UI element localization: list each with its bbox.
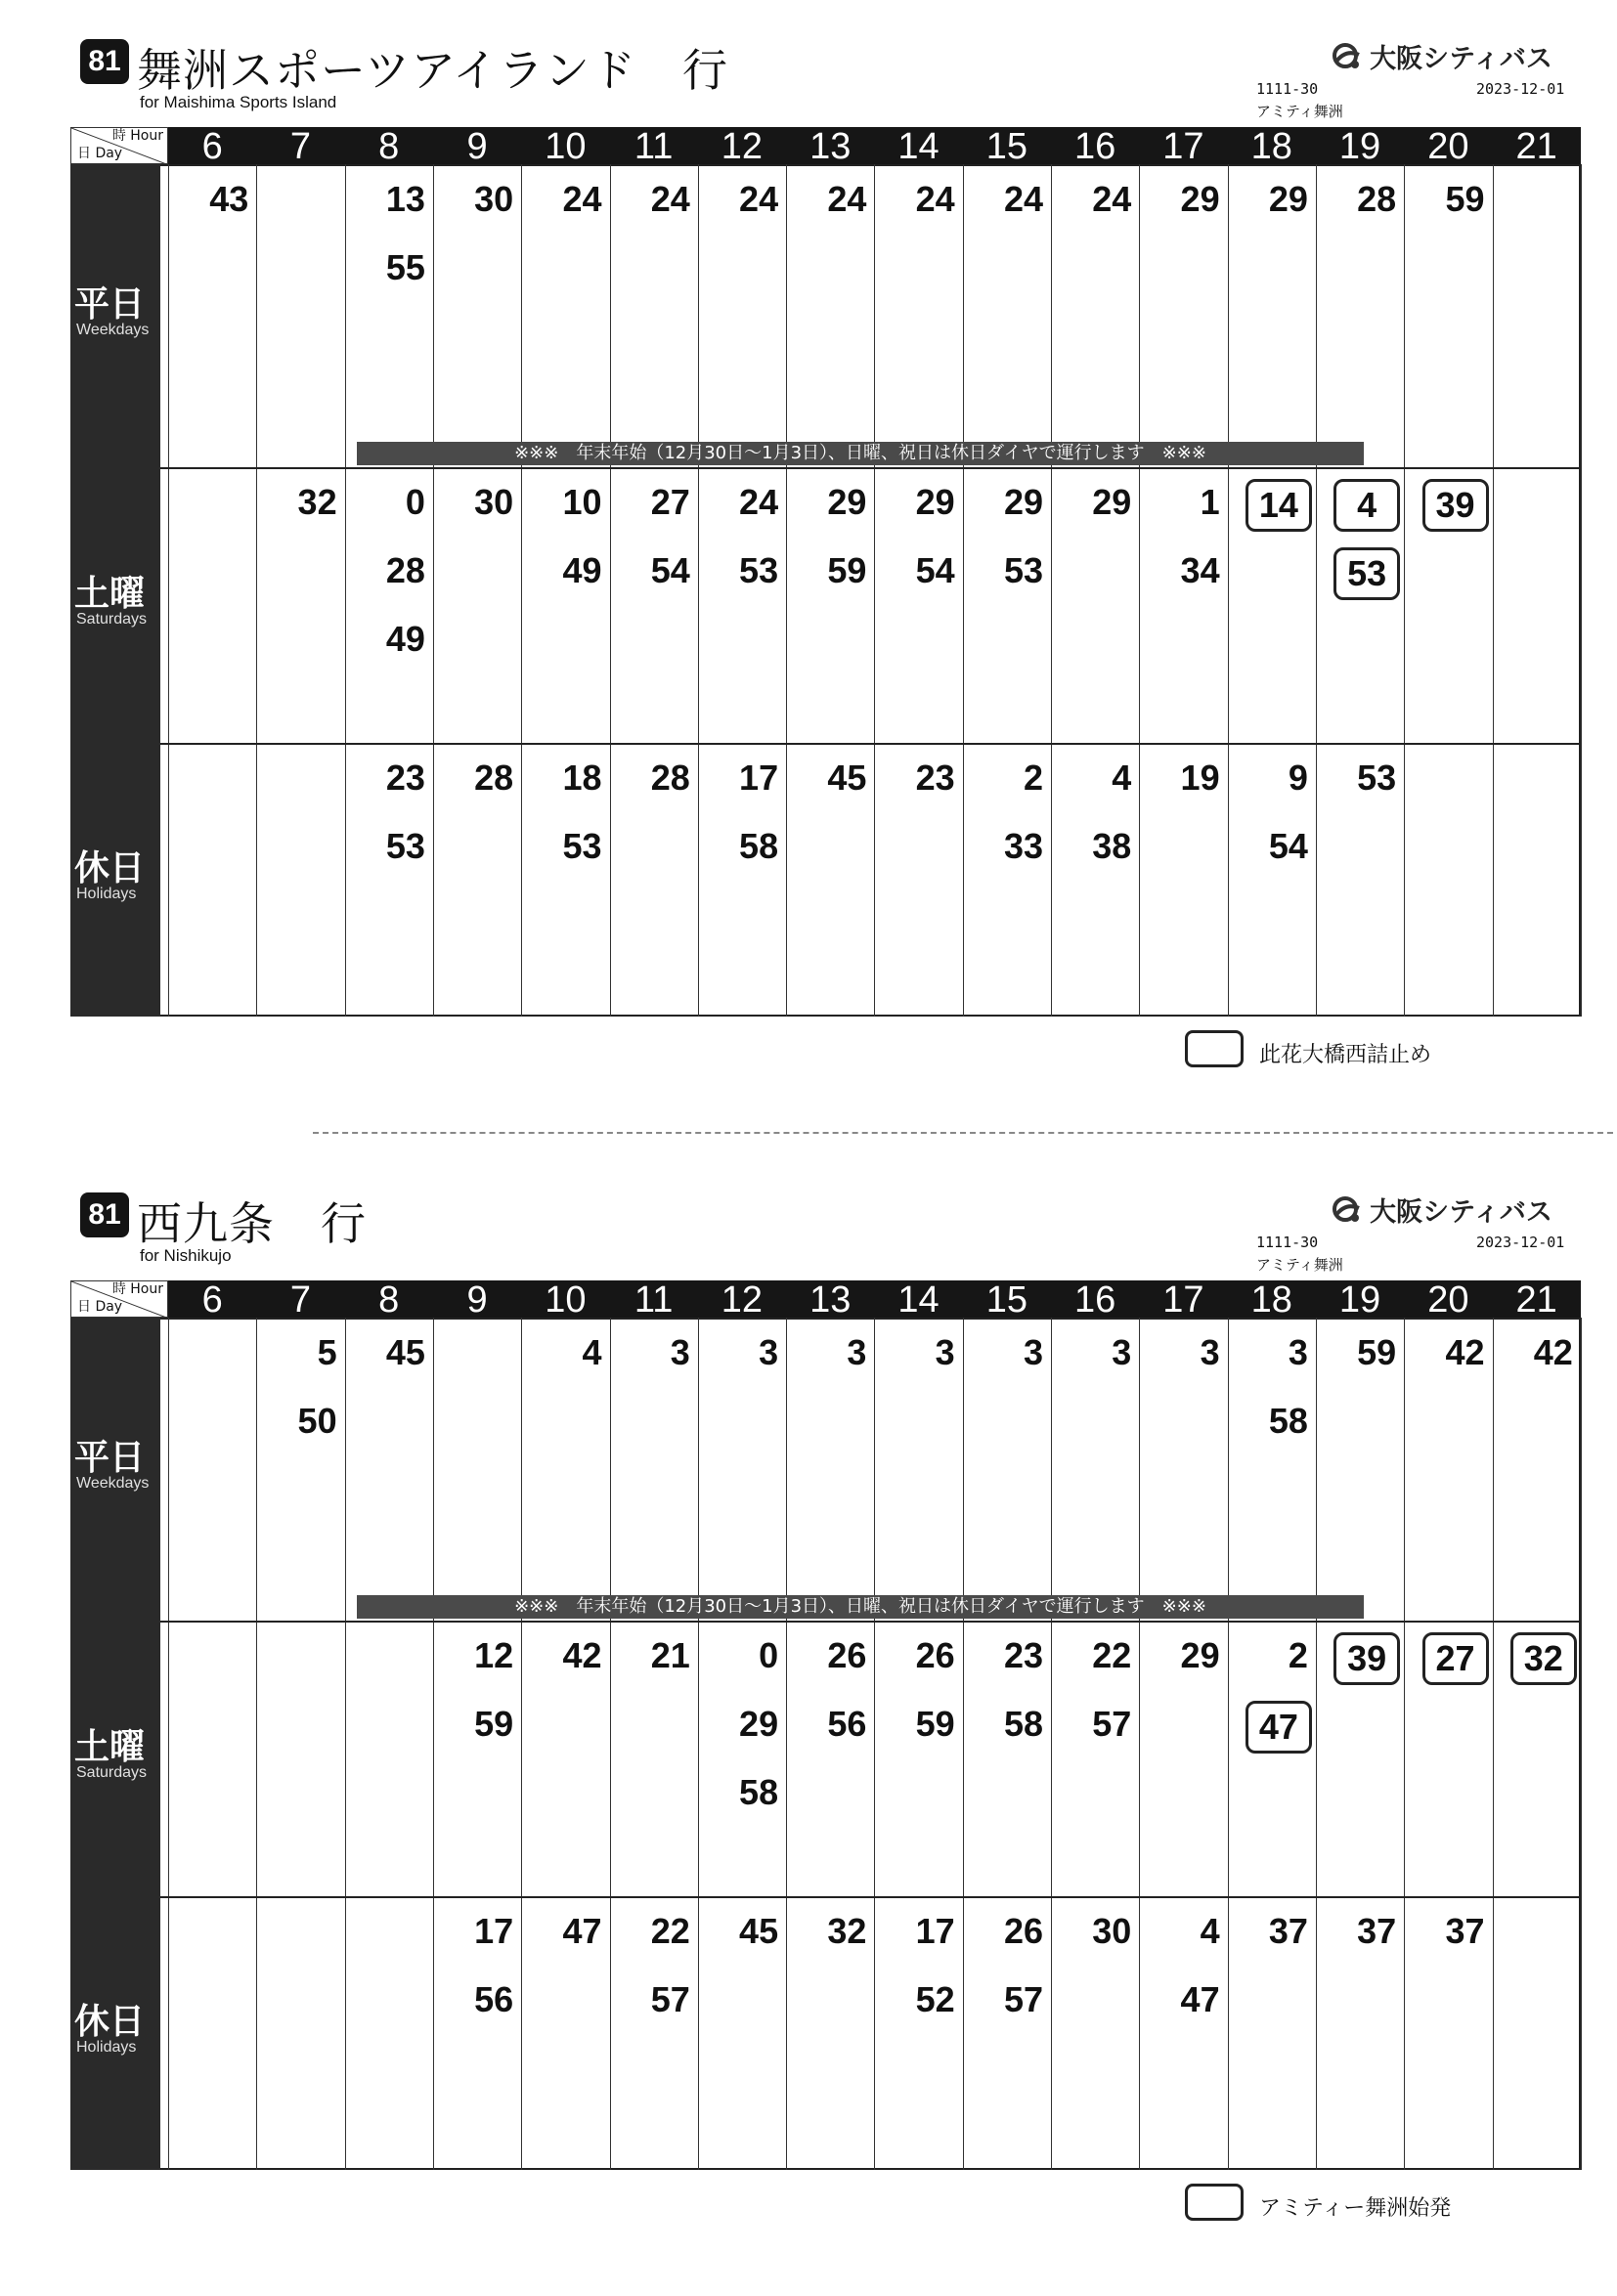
- departure-minute: 26: [1003, 1911, 1043, 1951]
- column-divider: [874, 1318, 875, 2170]
- departure-minute: 33: [1003, 826, 1043, 866]
- day-name-en: Saturdays: [76, 611, 148, 628]
- departure-minute: 56: [474, 1979, 514, 2019]
- departure-minute: 24: [915, 179, 955, 219]
- stop-name: アミティ舞洲: [1256, 1256, 1343, 1274]
- hour-header: 19: [1338, 1279, 1381, 1321]
- departure-minute: 59: [474, 1704, 514, 1744]
- departure-minute: 34: [1180, 550, 1220, 590]
- column-divider: [963, 1318, 964, 2170]
- departure-minute: 13: [385, 179, 425, 219]
- departure-minute: 24: [1092, 179, 1132, 219]
- corner-hour-label: 時 Hour: [111, 1281, 163, 1297]
- column-divider: [1228, 1318, 1229, 2170]
- column-divider: [521, 164, 522, 1017]
- column-divider: [1139, 1318, 1140, 2170]
- day-name-en: Weekdays: [76, 1475, 150, 1492]
- hour-header: 12: [721, 126, 764, 167]
- row-divider: [70, 467, 1581, 469]
- legend-text: 此花大橋西詰止め: [1259, 1043, 1432, 1067]
- departure-minute: 37: [1445, 1911, 1485, 1951]
- operator-swirl-icon: [1330, 1194, 1365, 1226]
- departure-minute: 50: [297, 1401, 337, 1441]
- column-divider: [1139, 164, 1140, 1017]
- departure-minute: 53: [739, 550, 779, 590]
- departure-minute: 26: [827, 1635, 867, 1675]
- departure-minute-short-turn: 27: [1422, 1632, 1489, 1685]
- departure-minute: 4: [582, 1332, 602, 1372]
- corner-hour-label: 時 Hour: [111, 128, 163, 144]
- column-divider: [1493, 1318, 1494, 2170]
- row-divider: [70, 743, 1581, 745]
- day-name-en: Weekdays: [76, 322, 150, 338]
- departure-minute: 23: [385, 758, 425, 798]
- column-divider: [698, 164, 699, 1017]
- departure-minute: 3: [1288, 1332, 1308, 1372]
- departure-minute: 24: [650, 179, 690, 219]
- destination-english: for Maishima Sports Island: [140, 93, 337, 111]
- departure-minute: 29: [1180, 1635, 1220, 1675]
- column-divider: [610, 164, 611, 1017]
- hour-header: 20: [1427, 126, 1469, 167]
- departure-minute: 57: [1092, 1704, 1132, 1744]
- departure-minute: 32: [297, 482, 337, 522]
- legend-box-icon: [1185, 2184, 1244, 2221]
- departure-minute-short-turn: 14: [1246, 479, 1312, 532]
- column-divider: [1404, 1318, 1405, 2170]
- column-divider: [1493, 164, 1494, 1017]
- column-divider: [345, 1318, 346, 2170]
- effective-date: 2023-12-01: [1476, 1234, 1565, 1251]
- day-name-jp: 平日: [74, 1438, 146, 1478]
- holiday-notice: ※※※ 年末年始（12月30日〜1月3日）、日曜、祝日は休日ダイヤで運行します ※※※: [357, 442, 1364, 465]
- corner-day-label: 日 Day: [77, 146, 123, 161]
- hour-header: 13: [809, 1279, 852, 1321]
- departure-minute: 2: [1023, 758, 1043, 798]
- departure-minute-short-turn: 39: [1333, 1632, 1400, 1685]
- departure-minute: 3: [935, 1332, 955, 1372]
- departure-minute: 28: [474, 758, 514, 798]
- hour-header: 14: [897, 126, 940, 167]
- departure-minute: 17: [739, 758, 779, 798]
- day-name-jp: 休日: [74, 2002, 146, 2042]
- hour-header: 11: [634, 126, 674, 167]
- departure-minute: 55: [385, 247, 425, 287]
- day-name-jp: 土曜: [74, 1727, 146, 1767]
- departure-minute: 3: [1112, 1332, 1132, 1372]
- departure-minute: 22: [1092, 1635, 1132, 1675]
- day-name-en: Saturdays: [76, 1764, 148, 1781]
- column-divider: [433, 164, 434, 1017]
- hour-header: 18: [1250, 1279, 1292, 1321]
- column-divider: [1581, 1318, 1582, 2170]
- column-divider: [786, 1318, 787, 2170]
- departure-minute-short-turn: 53: [1333, 547, 1400, 600]
- column-divider: [256, 1318, 257, 2170]
- column-divider: [1581, 164, 1582, 1017]
- departure-minute: 49: [385, 619, 425, 659]
- hour-header: 16: [1074, 126, 1116, 167]
- route-number-badge: 81: [80, 39, 129, 84]
- column-divider: [168, 1318, 169, 2170]
- departure-minute: 24: [827, 179, 867, 219]
- departure-minute: 3: [759, 1332, 779, 1372]
- departure-minute: 28: [1357, 179, 1397, 219]
- departure-minute: 58: [1268, 1401, 1308, 1441]
- departure-minute: 1: [1200, 482, 1220, 522]
- departure-minute: 17: [915, 1911, 955, 1951]
- departure-minute: 58: [739, 1772, 779, 1812]
- departure-minute: 12: [474, 1635, 514, 1675]
- departure-minute: 24: [739, 179, 779, 219]
- departure-minute: 3: [670, 1332, 690, 1372]
- column-divider: [698, 1318, 699, 2170]
- stop-code: 1111-30: [1256, 1234, 1319, 1251]
- departure-minute: 3: [1200, 1332, 1220, 1372]
- departure-minute: 2: [1288, 1635, 1308, 1675]
- route-number-badge: 81: [80, 1192, 129, 1237]
- departure-minute: 4: [1200, 1911, 1220, 1951]
- column-divider: [1404, 164, 1405, 1017]
- departure-minute: 43: [209, 179, 249, 219]
- departure-minute: 0: [759, 1635, 779, 1675]
- departure-minute-short-turn: 39: [1422, 479, 1489, 532]
- column-divider: [345, 164, 346, 1017]
- column-divider: [1316, 164, 1317, 1017]
- departure-minute: 59: [1357, 1332, 1397, 1372]
- departure-minute: 42: [1445, 1332, 1485, 1372]
- departure-minute: 17: [474, 1911, 514, 1951]
- column-divider: [1316, 1318, 1317, 2170]
- column-divider: [256, 164, 257, 1017]
- header-corner: [70, 127, 168, 164]
- departure-minute: 30: [1092, 1911, 1132, 1951]
- hour-header: 13: [809, 126, 852, 167]
- legend-text: アミティー舞洲始発: [1259, 2196, 1452, 2221]
- departure-minute: 3: [1023, 1332, 1043, 1372]
- departure-minute: 29: [1092, 482, 1132, 522]
- hour-header: 8: [378, 1279, 400, 1321]
- departure-minute: 29: [827, 482, 867, 522]
- day-name-en: Holidays: [76, 2039, 137, 2056]
- departure-minute: 29: [915, 482, 955, 522]
- operator-logo: [1330, 37, 1552, 72]
- hour-header: 11: [634, 1279, 674, 1321]
- hour-header: 9: [466, 126, 488, 167]
- destination-title: 西九条 行: [137, 1197, 367, 1250]
- departure-minute: 42: [562, 1635, 602, 1675]
- operator-swirl-icon: [1330, 41, 1365, 72]
- section-divider: [313, 1132, 1613, 1134]
- departure-minute: 0: [405, 482, 425, 522]
- departure-minute: 54: [1268, 826, 1308, 866]
- hour-header: 19: [1338, 126, 1381, 167]
- departure-minute: 32: [827, 1911, 867, 1951]
- hour-header: 7: [289, 126, 312, 167]
- departure-minute: 23: [1003, 1635, 1043, 1675]
- stop-name: アミティ舞洲: [1256, 103, 1343, 120]
- effective-date: 2023-12-01: [1476, 80, 1565, 98]
- column-divider: [521, 1318, 522, 2170]
- departure-minute: 24: [1003, 179, 1043, 219]
- hour-header: 10: [545, 1279, 587, 1321]
- day-name-jp: 土曜: [74, 574, 146, 614]
- departure-minute: 42: [1533, 1332, 1573, 1372]
- departure-minute: 58: [739, 826, 779, 866]
- day-label-saturdays: [70, 1621, 160, 1896]
- departure-minute: 22: [650, 1911, 690, 1951]
- departure-minute: 29: [739, 1704, 779, 1744]
- hour-header: 16: [1074, 1279, 1116, 1321]
- departure-minute: 49: [562, 550, 602, 590]
- day-label-holidays: [70, 1896, 160, 2170]
- column-divider: [1051, 164, 1052, 1017]
- departure-minute: 4: [1112, 758, 1132, 798]
- departure-minute: 54: [650, 550, 690, 590]
- hour-header: 6: [201, 1279, 223, 1321]
- day-label-weekdays: [70, 1318, 160, 1621]
- row-divider: [70, 1621, 1581, 1623]
- column-divider: [786, 164, 787, 1017]
- departure-minute: 30: [474, 179, 514, 219]
- departure-minute: 58: [1003, 1704, 1043, 1744]
- row-divider: [70, 1896, 1581, 1898]
- hour-header: 7: [289, 1279, 312, 1321]
- day-name-en: Holidays: [76, 886, 137, 902]
- departure-minute: 57: [650, 1979, 690, 2019]
- hour-header: 14: [897, 1279, 940, 1321]
- departure-minute: 37: [1268, 1911, 1308, 1951]
- destination-english: for Nishikujo: [140, 1246, 232, 1265]
- day-label-holidays: [70, 743, 160, 1017]
- departure-minute: 19: [1180, 758, 1220, 798]
- departure-minute: 24: [562, 179, 602, 219]
- departure-minute: 45: [739, 1911, 779, 1951]
- operator-name: 大阪シティバス: [1370, 1197, 1552, 1228]
- departure-minute: 45: [385, 1332, 425, 1372]
- operator-name: 大阪シティバス: [1370, 44, 1552, 74]
- departure-minute-short-turn: 32: [1510, 1632, 1577, 1685]
- departure-minute: 38: [1092, 826, 1132, 866]
- departure-minute: 37: [1357, 1911, 1397, 1951]
- column-divider: [433, 1318, 434, 2170]
- legend-box-icon: [1185, 1030, 1244, 1067]
- departure-minute-short-turn: 47: [1246, 1701, 1312, 1754]
- day-name-jp: 休日: [74, 848, 146, 888]
- hour-header: 9: [466, 1279, 488, 1321]
- column-divider: [168, 164, 169, 1017]
- day-name-jp: 平日: [74, 284, 146, 325]
- column-divider: [1051, 1318, 1052, 2170]
- departure-minute: 47: [1180, 1979, 1220, 2019]
- hour-header: 21: [1515, 126, 1557, 167]
- hour-header: 15: [985, 126, 1027, 167]
- column-divider: [874, 164, 875, 1017]
- departure-minute: 26: [915, 1635, 955, 1675]
- hour-header: 21: [1515, 1279, 1557, 1321]
- departure-minute: 18: [562, 758, 602, 798]
- departure-minute: 29: [1003, 482, 1043, 522]
- departure-minute: 21: [650, 1635, 690, 1675]
- timetable-nishikujo: [0, 1153, 1617, 2296]
- departure-minute: 9: [1288, 758, 1308, 798]
- departure-minute-short-turn: 4: [1333, 479, 1400, 532]
- departure-minute: 53: [562, 826, 602, 866]
- hour-header: 8: [378, 126, 400, 167]
- departure-minute: 28: [385, 550, 425, 590]
- header-corner: [70, 1280, 168, 1318]
- column-divider: [963, 164, 964, 1017]
- hour-header: 10: [545, 126, 587, 167]
- departure-minute: 27: [650, 482, 690, 522]
- departure-minute: 59: [915, 1704, 955, 1744]
- departure-minute: 28: [650, 758, 690, 798]
- hour-header: 17: [1162, 126, 1204, 167]
- departure-minute: 47: [562, 1911, 602, 1951]
- column-divider: [1228, 164, 1229, 1017]
- departure-minute: 53: [1357, 758, 1397, 798]
- hour-header: 20: [1427, 1279, 1469, 1321]
- hour-header: 12: [721, 1279, 764, 1321]
- column-divider: [610, 1318, 611, 2170]
- departure-minute: 54: [915, 550, 955, 590]
- timetable-maishima: [0, 0, 1617, 1143]
- departure-minute: 24: [739, 482, 779, 522]
- holiday-notice: ※※※ 年末年始（12月30日〜1月3日）、日曜、祝日は休日ダイヤで運行します ※※※: [357, 1595, 1364, 1619]
- departure-minute: 53: [1003, 550, 1043, 590]
- day-label-saturdays: [70, 467, 160, 743]
- hour-header: 17: [1162, 1279, 1204, 1321]
- stop-code: 1111-30: [1256, 80, 1319, 98]
- departure-minute: 56: [827, 1704, 867, 1744]
- day-label-weekdays: [70, 164, 160, 467]
- departure-minute: 29: [1180, 179, 1220, 219]
- hour-header: 15: [985, 1279, 1027, 1321]
- departure-minute: 5: [317, 1332, 337, 1372]
- departure-minute: 29: [1268, 179, 1308, 219]
- departure-minute: 45: [827, 758, 867, 798]
- corner-day-label: 日 Day: [77, 1299, 123, 1315]
- departure-minute: 3: [847, 1332, 867, 1372]
- departure-minute: 53: [385, 826, 425, 866]
- operator-logo: [1330, 1191, 1552, 1226]
- departure-minute: 59: [827, 550, 867, 590]
- departure-minute: 10: [562, 482, 602, 522]
- departure-minute: 52: [915, 1979, 955, 2019]
- departure-minute: 59: [1445, 179, 1485, 219]
- hour-header: 18: [1250, 126, 1292, 167]
- departure-minute: 23: [915, 758, 955, 798]
- departure-minute: 30: [474, 482, 514, 522]
- hour-header: 6: [201, 126, 223, 167]
- departure-minute: 57: [1003, 1979, 1043, 2019]
- destination-title: 舞洲スポーツアイランド 行: [137, 44, 729, 97]
